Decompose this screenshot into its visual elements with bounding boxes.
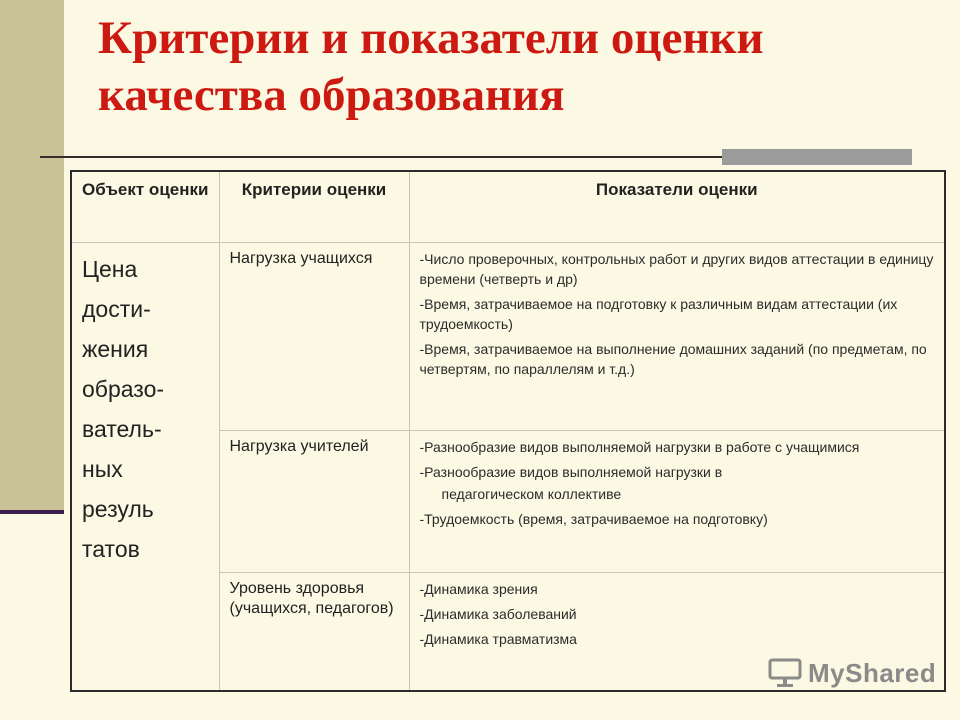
indicator-item: педагогическом коллективе <box>441 486 622 503</box>
slide-title: Критерии и показатели оценки качества образования <box>98 12 764 121</box>
table-header-row <box>71 171 945 243</box>
criterion-cell: Нагрузка учителей <box>219 431 409 573</box>
object-line: Цена <box>82 256 138 283</box>
object-line: резуль <box>82 496 154 523</box>
object-cell <box>71 243 219 691</box>
indicators-cell <box>409 243 945 431</box>
indicator-item: -Разнообразие видов выполняемой нагрузки в работе с учащимися <box>419 439 860 456</box>
criteria-table <box>70 170 946 692</box>
header-object: Объект оценки <box>71 171 219 243</box>
object-line: жения <box>82 336 149 363</box>
indicators-cell <box>409 431 945 573</box>
indicator-item: -Время, затрачиваемое на выполнение домашних заданий (по предметам, по четвертям, по параллелям и т.д.) <box>419 341 927 378</box>
indicator-item: -Время, затрачиваемое на подготовку к различным видам аттестации (их трудоемкость) <box>419 296 898 333</box>
decorative-left-bar-foot <box>0 510 64 514</box>
header-criteria: Критерии оценки <box>219 171 409 243</box>
indicator-item: -Динамика заболеваний <box>419 606 577 623</box>
object-line: ватель- <box>82 416 162 443</box>
indicator-item: -Динамика травматизма <box>419 631 577 648</box>
indicator-item: -Трудоемкость (время, затрачиваемое на подготовку) <box>419 511 768 528</box>
decorative-left-bar <box>0 0 64 512</box>
object-line: ных <box>82 456 123 483</box>
object-line: образо- <box>82 376 165 403</box>
decorative-gray-bar <box>722 149 912 168</box>
indicator-item: -Число проверочных, контрольных работ и других видов аттестации в единицу времени (четверть и др) <box>419 251 934 288</box>
criterion-cell: Нагрузка учащихся <box>219 243 409 431</box>
projector-screen-icon <box>768 657 802 689</box>
indicator-item: -Разнообразие видов выполняемой нагрузки в <box>419 464 723 481</box>
criterion-cell: Уровень здоровья (учащихся, педагогов) <box>219 573 409 691</box>
watermark-text: MyShared <box>808 657 937 688</box>
indicator-item: -Динамика зрения <box>419 581 538 598</box>
header-indicators: Показатели оценки <box>409 171 945 243</box>
table-row <box>71 243 945 431</box>
object-line: дости- <box>82 296 151 323</box>
object-line: татов <box>82 536 140 563</box>
watermark-logo <box>768 656 936 690</box>
